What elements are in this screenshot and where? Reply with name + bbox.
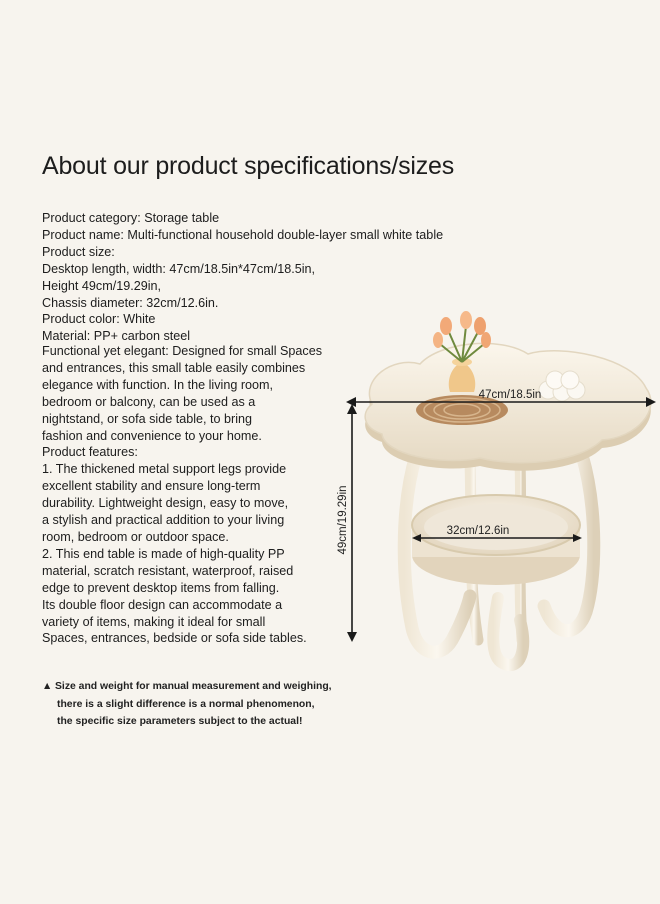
- feature-line: excellent stability and ensure long-term: [42, 479, 261, 494]
- triangle-up-icon: ▲: [42, 681, 53, 692]
- feature-line: nightstand, or sofa side table, to bring: [42, 411, 253, 426]
- chassis-label: 32cm/12.6in: [446, 525, 510, 537]
- feature-text: [42, 343, 340, 647]
- lower-tray: [412, 495, 580, 585]
- height-dimension: [337, 404, 357, 642]
- note-line: the specific size parameters subject to the actual!: [57, 716, 303, 728]
- feature-line: 2. This end table is made of high-quality PP: [42, 546, 285, 561]
- spec-line: Product category: Storage table: [42, 211, 220, 225]
- feature-line: 1. The thickened metal support legs provide: [42, 462, 287, 477]
- feature-line: edge to prevent desktop items from falling.: [42, 580, 280, 595]
- height-label: 49cm/19.29in: [337, 485, 349, 555]
- spec-line: Product color: White: [42, 312, 156, 327]
- spec-line: Material: PP+ carbon steel: [42, 329, 191, 344]
- width-label: 47cm/18.5in: [478, 389, 542, 401]
- feature-line: Spaces, entrances, bedside or sofa side tables.: [42, 631, 307, 646]
- spec-line: Product size:: [42, 244, 115, 259]
- note-line: there is a slight difference is a normal phenomenon,: [57, 698, 315, 710]
- feature-line: and entrances, this small table easily combines: [42, 360, 306, 375]
- feature-line: fashion and convenience to your home.: [42, 428, 262, 443]
- spec-line: Chassis diameter: 32cm/12.6in.: [42, 295, 219, 310]
- feature-line: Functional yet elegant: Designed for small Spaces: [42, 344, 323, 358]
- feature-line: elegance with function. In the living room,: [42, 377, 274, 392]
- feature-line: material, scratch resistant, waterproof, raised: [42, 563, 294, 578]
- product-illustration: [330, 290, 660, 690]
- note-line: [42, 678, 342, 696]
- feature-line: Product features:: [42, 445, 138, 460]
- table-top: [365, 343, 651, 470]
- disclaimer-note: [42, 678, 342, 731]
- spec-line: Height 49cm/19.29in,: [42, 278, 162, 293]
- feature-line: durability. Lightweight design, easy to move,: [42, 496, 289, 511]
- feature-line: room, bedroom or outdoor space.: [42, 529, 229, 544]
- spec-line: Desktop length, width: 47cm/18.5in*47cm/18.5in,: [42, 261, 316, 276]
- note-text: Size and weight for manual measurement and weighing,: [55, 681, 332, 692]
- page-title: About our product specifications/sizes: [42, 152, 455, 180]
- feature-line: variety of items, making it ideal for small: [42, 614, 266, 629]
- feature-line: a stylish and practical addition to your living: [42, 513, 285, 528]
- feature-line: Its double floor design can accommodate a: [42, 597, 283, 612]
- feature-line: bedroom or balcony, can be used as a: [42, 394, 256, 409]
- spec-line: Product name: Multi-functional household double-layer small white table: [42, 227, 444, 242]
